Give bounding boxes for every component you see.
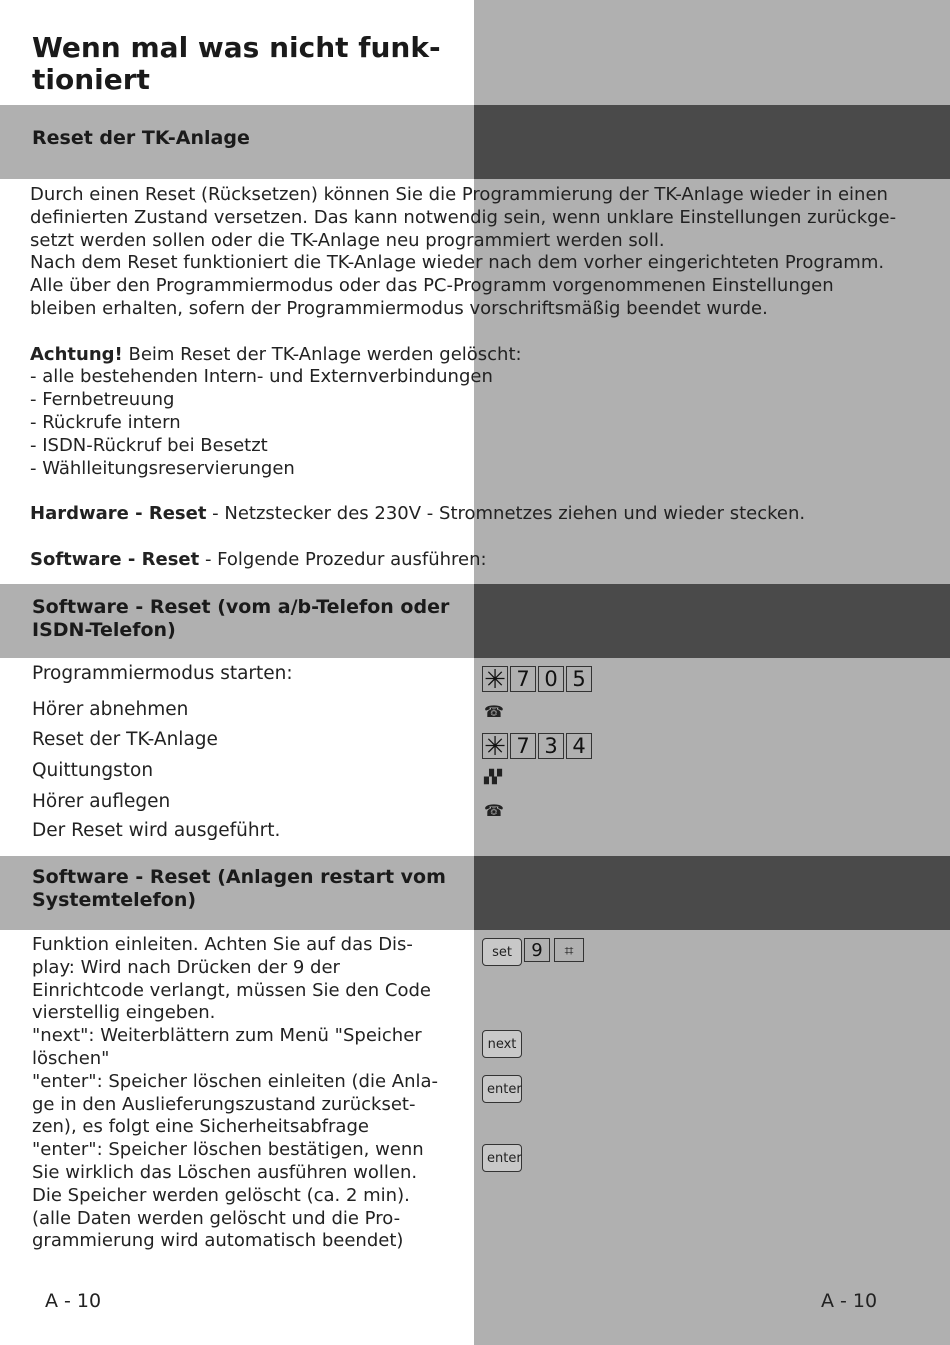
step-reset-executed: Der Reset wird ausgeführt. [32,820,281,841]
list-item: - Wählleitungsreservierungen [30,457,295,479]
page-title [32,32,452,96]
restart-description [32,934,452,1253]
section-header-band-dark [474,856,950,930]
hardware-reset-label: Hardware - Reset [30,503,207,525]
page-title-line1: Wenn mal was nicht funk- [32,31,441,64]
digit-key: 7 [510,733,536,759]
list-item: - Rückrufe intern [30,411,181,433]
list-item: - alle bestehenden Intern- und Externverbindungen [30,366,493,388]
step-lift-handset: Hörer abnehmen [32,699,189,720]
desc-line: (alle Daten werden gelöscht und die Pro- [32,1207,401,1229]
heading-line1: Software - Reset (vom a/b-Telefon oder [32,596,450,618]
hash-key-icon: ⌗ [554,938,584,962]
digit-key: 0 [538,666,564,692]
handset-lift-icon: ☎ [484,702,504,721]
page-number-right: A - 10 [821,1290,878,1312]
confirmation-tone-icon: ▞▞ [484,770,500,785]
page-title-line2: tioniert [32,63,150,96]
heading-line1: Software - Reset (Anlagen restart vom [32,866,446,888]
section-heading-software-reset-system [32,866,462,912]
software-reset-label: Software - Reset [30,548,200,570]
section-heading-software-reset-phone [32,596,462,642]
step-confirmation-tone: Quittungston [32,760,154,781]
hardware-reset-text: - Netzstecker des 230V - Stromnetzes ziehen und wieder stecken. [206,503,806,525]
desc-line: Einrichtcode verlangt, müssen Sie den Code [32,979,432,1001]
desc-line: "enter": Speicher löschen bestätigen, wenn [32,1139,424,1161]
next-key: next [482,1030,522,1058]
handset-hangup-icon: ☎ [484,801,504,820]
digit-key: 4 [566,733,592,759]
enter-key: enter [482,1075,522,1103]
software-reset-paragraph [30,549,900,572]
page-number-left: A - 10 [45,1290,102,1312]
section-heading-reset: Reset der TK-Anlage [32,127,250,149]
warning-label: Achtung! [30,343,123,365]
desc-line: play: Wird nach Drücken der 9 der [32,956,340,978]
section-header-band-dark [474,584,950,658]
step-reset-system: Reset der TK-Anlage [32,729,218,750]
desc-line: Die Speicher werden gelöscht (ca. 2 min). [32,1184,410,1206]
digit-9-key: 9 [524,938,550,962]
list-item: - ISDN-Rückruf bei Besetzt [30,434,268,456]
desc-line: zen), es folgt eine Sicherheitsabfrage [32,1116,369,1138]
reset-description [30,184,900,572]
star-key: ✳ [482,666,508,692]
step-hang-up: Hörer auflegen [32,791,171,812]
heading-line2: Systemtelefon) [32,889,197,911]
desc-line: grammierung wird automatisch beendet) [32,1230,404,1252]
desc-line: löschen" [32,1047,110,1069]
software-reset-text: - Folgende Prozedur ausführen: [199,548,487,570]
warning-paragraph [30,344,900,367]
enter-key: enter [482,1144,522,1172]
desc-line: "enter": Speicher löschen einleiten (die Anla- [32,1070,439,1092]
intro-line: Durch einen Reset (Rücksetzen) können Sie die Programmierung der TK-Anlage wieder in einen [30,184,888,205]
intro-line: Alle über den Programmiermodus oder das PC-Programm vorgenommenen Einstellungen [30,275,834,297]
warning-text: Beim Reset der TK-Anlage werden gelöscht: [122,343,522,365]
set-key: set [482,938,522,966]
warning-list [30,366,900,480]
desc-line: vierstellig eingeben. [32,1002,216,1024]
star-key: ✳ [482,733,508,759]
intro-line: bleiben erhalten, sofern der Programmiermodus vorschriftsmäßig beendet wurde. [30,297,768,319]
heading-line2: ISDN-Telefon) [32,619,176,641]
desc-line: Sie wirklich das Löschen ausführen wollen. [32,1161,418,1183]
section-header-band-dark [474,105,950,179]
desc-line: ge in den Auslieferungszustand zurückset- [32,1093,416,1115]
intro-line: Nach dem Reset funktioniert die TK-Anlage wieder nach dem vorher eingerichteten Programm. [30,252,885,274]
desc-line: "next": Weiterblättern zum Menü "Speicher [32,1025,422,1047]
key-sequence-start [482,665,592,695]
digit-key: 7 [510,666,536,692]
digit-key: 5 [566,666,592,692]
intro-line: definierten Zustand versetzen. Das kann notwendig sein, wenn unklare Einstellungen zurückge- [30,206,897,228]
step-start-programming: Programmiermodus starten: [32,663,293,684]
desc-line: Funktion einleiten. Achten Sie auf das Dis- [32,934,413,955]
digit-key: 3 [538,733,564,759]
intro-line: setzt werden sollen oder die TK-Anlage neu programmiert werden soll. [30,229,665,251]
hardware-reset-paragraph [30,503,900,526]
key-sequence-reset [482,732,592,762]
list-item: - Fernbetreuung [30,389,175,411]
